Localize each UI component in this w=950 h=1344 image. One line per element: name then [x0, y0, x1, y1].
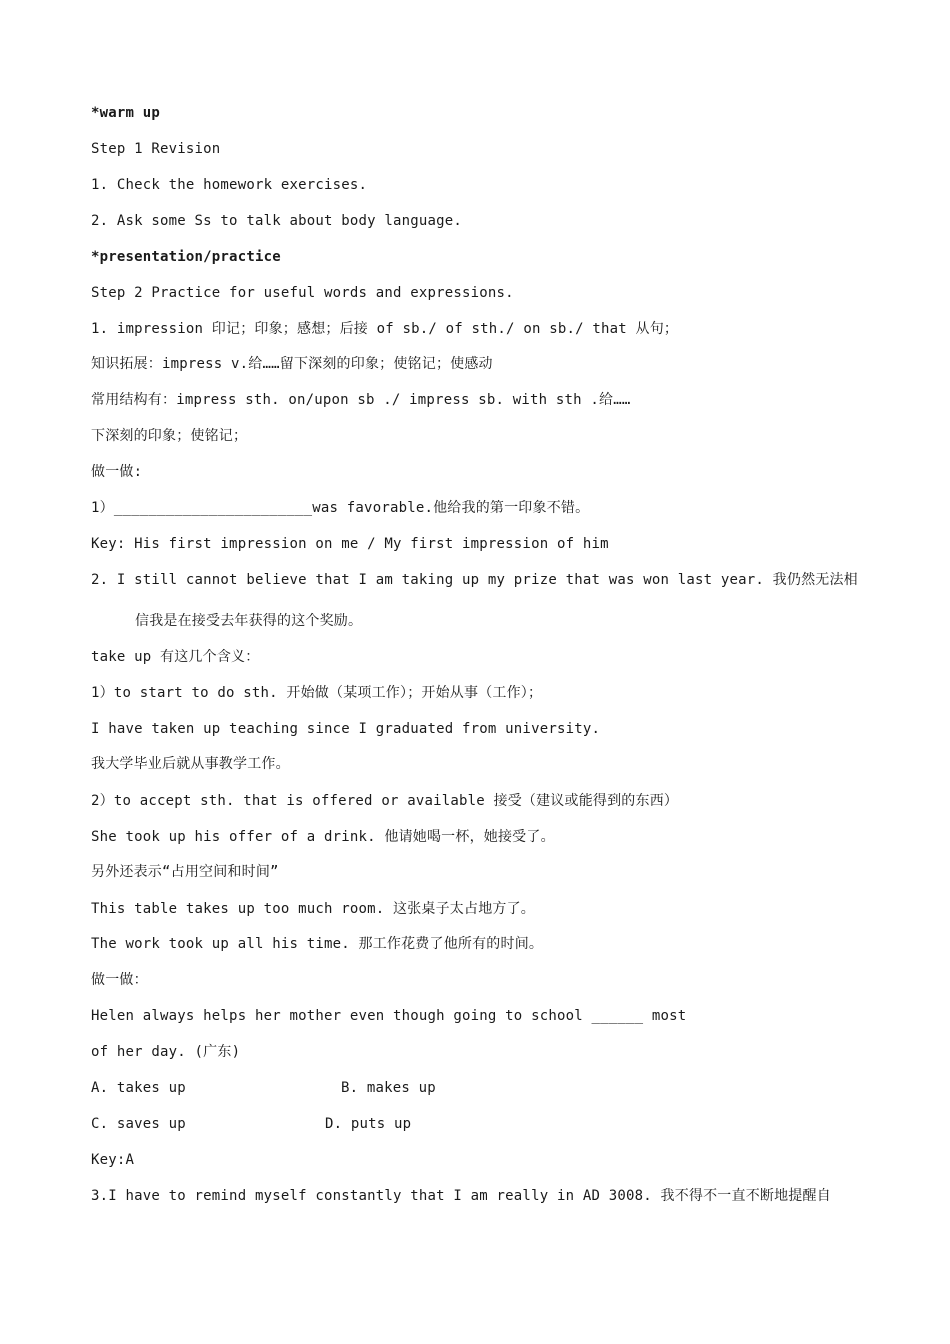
exercise-key-1: Key: His first impression on me / My first impression of him	[91, 536, 609, 552]
option-d: D. puts up	[325, 1116, 412, 1132]
word-1-structure-cont: 下深刻的印象；使铭记；	[91, 428, 248, 444]
section-heading-presentation: *presentation/practice	[91, 249, 281, 265]
word-2-translation: 信我是在接受去年获得的这个奖励。	[135, 613, 363, 629]
exercise-question-1: 1）_______________________was favorable.他给我的第一印象不错。	[91, 500, 590, 516]
meaning-2: 2）to accept sth. that is offered or available 接受（建议或能得到的东西）	[91, 793, 679, 809]
exercise-label-1: 做一做:	[91, 464, 143, 480]
exercise-question-2: Helen always helps her mother even though going to school ______ most	[91, 1008, 687, 1024]
exercise-label-2: 做一做：	[91, 972, 148, 988]
option-b: B. makes up	[341, 1080, 436, 1096]
word-1-structure: 常用结构有：impress sth. on/upon sb ./ impress sb. with sth .给……	[91, 392, 631, 408]
meaning-3-example-1: This table takes up too much room. 这张桌子太占地方了。	[91, 901, 536, 917]
option-c: C. saves up	[91, 1116, 186, 1132]
word-3-sentence: 3.I have to remind myself constantly that I am really in AD 3008. 我不得不一直不断地提醒自	[91, 1188, 831, 1204]
step-2-title: Step 2 Practice for useful words and expressions.	[91, 285, 514, 301]
exercise-question-2-cont: of her day. (广东)	[91, 1044, 241, 1060]
take-up-meanings-title: take up 有这几个含义：	[91, 649, 260, 665]
meaning-1: 1）to start to do sth. 开始做（某项工作）；开始从事（工作）；	[91, 685, 543, 701]
revision-item-1: 1. Check the homework exercises.	[91, 177, 368, 193]
meaning-3-example-2: The work took up all his time. 那工作花费了他所有的时间。	[91, 936, 544, 952]
word-2-sentence: 2. I still cannot believe that I am taking up my prize that was won last year. 我仍然无法相	[91, 572, 858, 588]
option-a: A. takes up	[91, 1080, 186, 1096]
step-1-title: Step 1 Revision	[91, 141, 221, 157]
section-heading-warm-up: *warm up	[91, 105, 161, 121]
meaning-1-example: I have taken up teaching since I graduated from university.	[91, 721, 601, 737]
revision-item-2: 2. Ask some Ss to talk about body language.	[91, 213, 463, 229]
exercise-key-2: Key:A	[91, 1152, 135, 1168]
word-1-extension: 知识拓展：impress v.给……留下深刻的印象；使铭记；使感动	[91, 356, 493, 372]
word-1-impression: 1. impression 印记；印象；感想；后接 of sb./ of sth./ on sb./ that 从句；	[91, 321, 679, 337]
meaning-1-translation: 我大学毕业后就从事教学工作。	[91, 756, 290, 772]
meaning-3: 另外还表示“占用空间和时间”	[91, 864, 279, 880]
meaning-2-example: She took up his offer of a drink. 他请她喝一杯，她接受了。	[91, 829, 555, 845]
